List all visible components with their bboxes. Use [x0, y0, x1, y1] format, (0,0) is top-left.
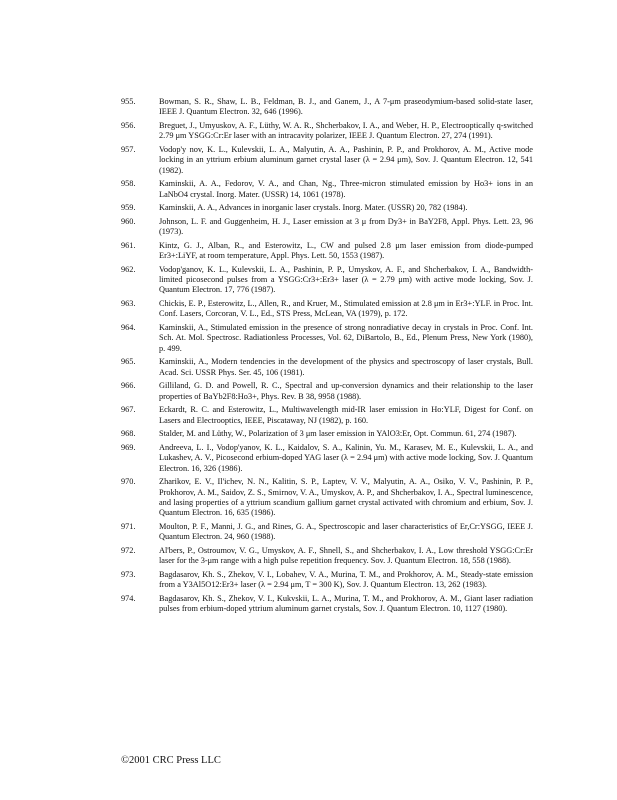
reference-item — [121, 405, 533, 426]
reference-item — [121, 217, 533, 238]
reference-number: 958. — [121, 179, 136, 189]
reference-number: 960. — [121, 216, 136, 226]
reference-item — [121, 429, 533, 439]
reference-item — [121, 121, 533, 142]
reference-text: Kaminskii, A., Modern tendencies in the development of the physics and spectroscopy of laser crystals, Bull. Acad. Sci. USSR Phys. Ser. 45, 106 (1981). — [159, 357, 533, 377]
reference-item — [121, 323, 533, 354]
reference-text: Andreeva, L. I., Vodop'yanov, K. L., Kaidalov, S. A., Kalinin, Yu. M., Karasev, M. E., Kulevskii, L. A., and Lukashev, A. V., Picosecond erbium-doped YAG laser (λ = 2.94 μm) with active mode locking, Sov. J. Quantum Electron. 16, 326 (1986). — [159, 443, 533, 473]
reference-number: 961. — [121, 240, 136, 250]
reference-text: Bagdasarov, Kh. S., Zhekov, V. I., Kukvskii, L. A., Murina, T. M., and Prokhorov, A. M., Giant laser radiation pulses from erbium-doped yttrium aluminum garnet crystals, Sov. J. Quantum Electron. 10, 1127 (1980). — [159, 593, 533, 614]
reference-item — [121, 265, 533, 296]
reference-item — [121, 570, 533, 591]
reference-number: 956. — [121, 120, 136, 130]
reference-number: 968. — [121, 429, 136, 439]
reference-text: Breguet, J., Umyuskov, A. F., Lüthy, W. A. R., Shcherbakov, I. A., and Weber, H. P., Electrooptically q-switched 2.79 μm YSGG:Cr:Er laser with an intracavity polarizer, IEEE J. Quantum Electron. 27, 274 (1991). — [159, 120, 533, 141]
reference-item — [121, 145, 533, 176]
reference-number: 964. — [121, 323, 136, 333]
reference-item — [121, 594, 533, 615]
reference-text: Gilliland, G. D. and Powell, R. C., Spectral and up-conversion dynamics and their relationship to the laser properties of BaYb2F8:Ho3+, Phys. Rev. B 38, 9958 (1988). — [159, 381, 533, 401]
reference-number: 957. — [121, 144, 136, 154]
reference-text: Kaminskii, A. A., Advances in inorganic laser crystals. Inorg. Mater. (USSR) 20, 782 (1984). — [159, 203, 468, 213]
reference-text: Kintz, G. J., Alban, R., and Esterowitz, L., CW and pulsed 2.8 μm laser emission from diode-pumped Er3+:LiYF, at room temperature, Appl. Phys. Lett. 50, 1553 (1987). — [159, 240, 533, 261]
reference-item — [121, 443, 533, 474]
reference-text: Moulton, P. F., Manni, J. G., and Rines, G. A., Spectroscopic and laser characteristics of Er,Cr:YSGG, IEEE J. Quantum Electron. 24, 960 (1988). — [159, 521, 533, 542]
reference-item — [121, 522, 533, 543]
reference-number: 963. — [121, 299, 136, 309]
reference-number: 967. — [121, 405, 136, 415]
reference-text: Stalder, M. and Lüthy, W., Polarization of 3 μm laser emission in YAlO3:Er, Opt. Commun. 61, 274 (1987). — [159, 429, 517, 439]
reference-item — [121, 97, 533, 118]
reference-text: Chickis, E. P., Esterowitz, L., Allen, R., and Kruer, M., Stimulated emission at 2.8 μm in Er3+:YLF. in Proc. Int. Conf. Lasers, Corcoran, V. L., Ed., STS Press, McLean, VA (1979), p. 172. — [159, 299, 533, 319]
reference-text: Bagdasarov, Kh. S., Zhekov, V. I., Lobahev, V. A., Murina, T. M., and Prokhorov, A. M., Steady-state emission from a Y3Al5O12:Er3+ laser (λ = 2.94 μm, T = 300 K), Sov. J. Quantum Electron. 13, 262 (1983). — [159, 569, 533, 590]
reference-number: 955. — [121, 97, 136, 106]
reference-item — [121, 477, 533, 518]
reference-number: 973. — [121, 569, 136, 579]
reference-number: 966. — [121, 381, 136, 391]
reference-number: 965. — [121, 357, 136, 367]
reference-item — [121, 546, 533, 567]
reference-item — [121, 357, 533, 378]
reference-number: 962. — [121, 264, 136, 274]
reference-text: Eckardt, R. C. and Esterowitz, L., Multiwavelength mid-IR laser emission in Ho:YLF, Digest for Conf. on Lasers and Electrooptics, IEEE, Piscataway, NJ (1982), p. 160. — [159, 405, 533, 425]
reference-number: 959. — [121, 203, 136, 213]
reference-text: Al'bers, P., Ostroumov, V. G., Umyskov, A. F., Shnell, S., and Shcherbakov, I. A., Low threshold YSGG:Cr:Er laser for the 3-μm range with a high pulse repetition frequency. Sov. J. Quantum Electron. 18, 558 (1988). — [159, 545, 533, 566]
reference-text: Vodop'ganov, K. L., Kulevskii, L. A., Pashinin, P. P., Umyskov, A. F., and Shcherbakov, I. A., Bandwidth-limited picosecond pulses from a YSGG:Cr3+:Er3+ laser (λ = 2.79 μm) with active mode locking, Sov. J. Quantum Electron. 17, 776 (1987). — [159, 264, 533, 295]
reference-number: 971. — [121, 521, 136, 531]
reference-text: Zharikov, E. V., Il'ichev, N. N., Kalitin, S. P., Laptev, V. V., Malyutin, A. A., Osiko, V. V., Pashinin, P. P., Prokhorov, A. M., Saidov, Z. S., Smirnov, V. A., Umyskov, A. P., and Shcherbakov, I. A., Spectral luminescence, and lasing properties of a yttrium scandium gallium garnet crystal activated with chromium and erbium, Sov. J. Quantum Electron. 16, 635 (1986). — [159, 477, 533, 518]
reference-number: 974. — [121, 593, 136, 603]
reference-item — [121, 203, 533, 213]
reference-number: 969. — [121, 443, 136, 453]
copyright-footer: ©2001 CRC Press LLC — [121, 755, 221, 766]
reference-item — [121, 241, 533, 262]
reference-number: 972. — [121, 545, 136, 555]
reference-text: Vodop'y nov, K. L., Kulevskii, L. A., Malyutin, A. A., Pashinin, P. P., and Prokhorov, A. M., Active mode locking in an yttrium erbium aluminum garnet crystal laser (λ = 2.94 μm), Sov. J. Quantum Electron. 12, 541 (1982). — [159, 144, 533, 175]
reference-text: Bowman, S. R., Shaw, L. B., Feldman, B. J., and Ganem, J., A 7-μm praseodymium-based solid-state laser, IEEE J. Quantum Electron. 32, 646 (1996). — [159, 97, 533, 117]
reference-list — [121, 97, 533, 618]
reference-text: Kaminskii, A., Stimulated emission in the presence of strong nonradiative decay in crystals in Proc. Conf. Int. Sch. At. Mol. Spectrosc. Radiationless Processes, Vol. 62, DiBartolo, B., Ed., Plenum Press, New York (1980), p. 499. — [159, 323, 533, 353]
reference-number: 970. — [121, 477, 136, 487]
reference-text: Kaminskii, A. A., Fedorov, V. A., and Chan, Ng., Three-micron stimulated emission by Ho3+ ions in an LaNbO4 crystal. Inorg. Mater. (USSR) 14, 1061 (1978). — [159, 179, 533, 199]
reference-item — [121, 299, 533, 320]
reference-item — [121, 179, 533, 200]
reference-text: Johnson, L. F. and Guggenheim, H. J., Laser emission at 3 μ from Dy3+ in BaY2F8, Appl. Phys. Lett. 23, 96 (1973). — [159, 216, 533, 237]
reference-item — [121, 381, 533, 402]
